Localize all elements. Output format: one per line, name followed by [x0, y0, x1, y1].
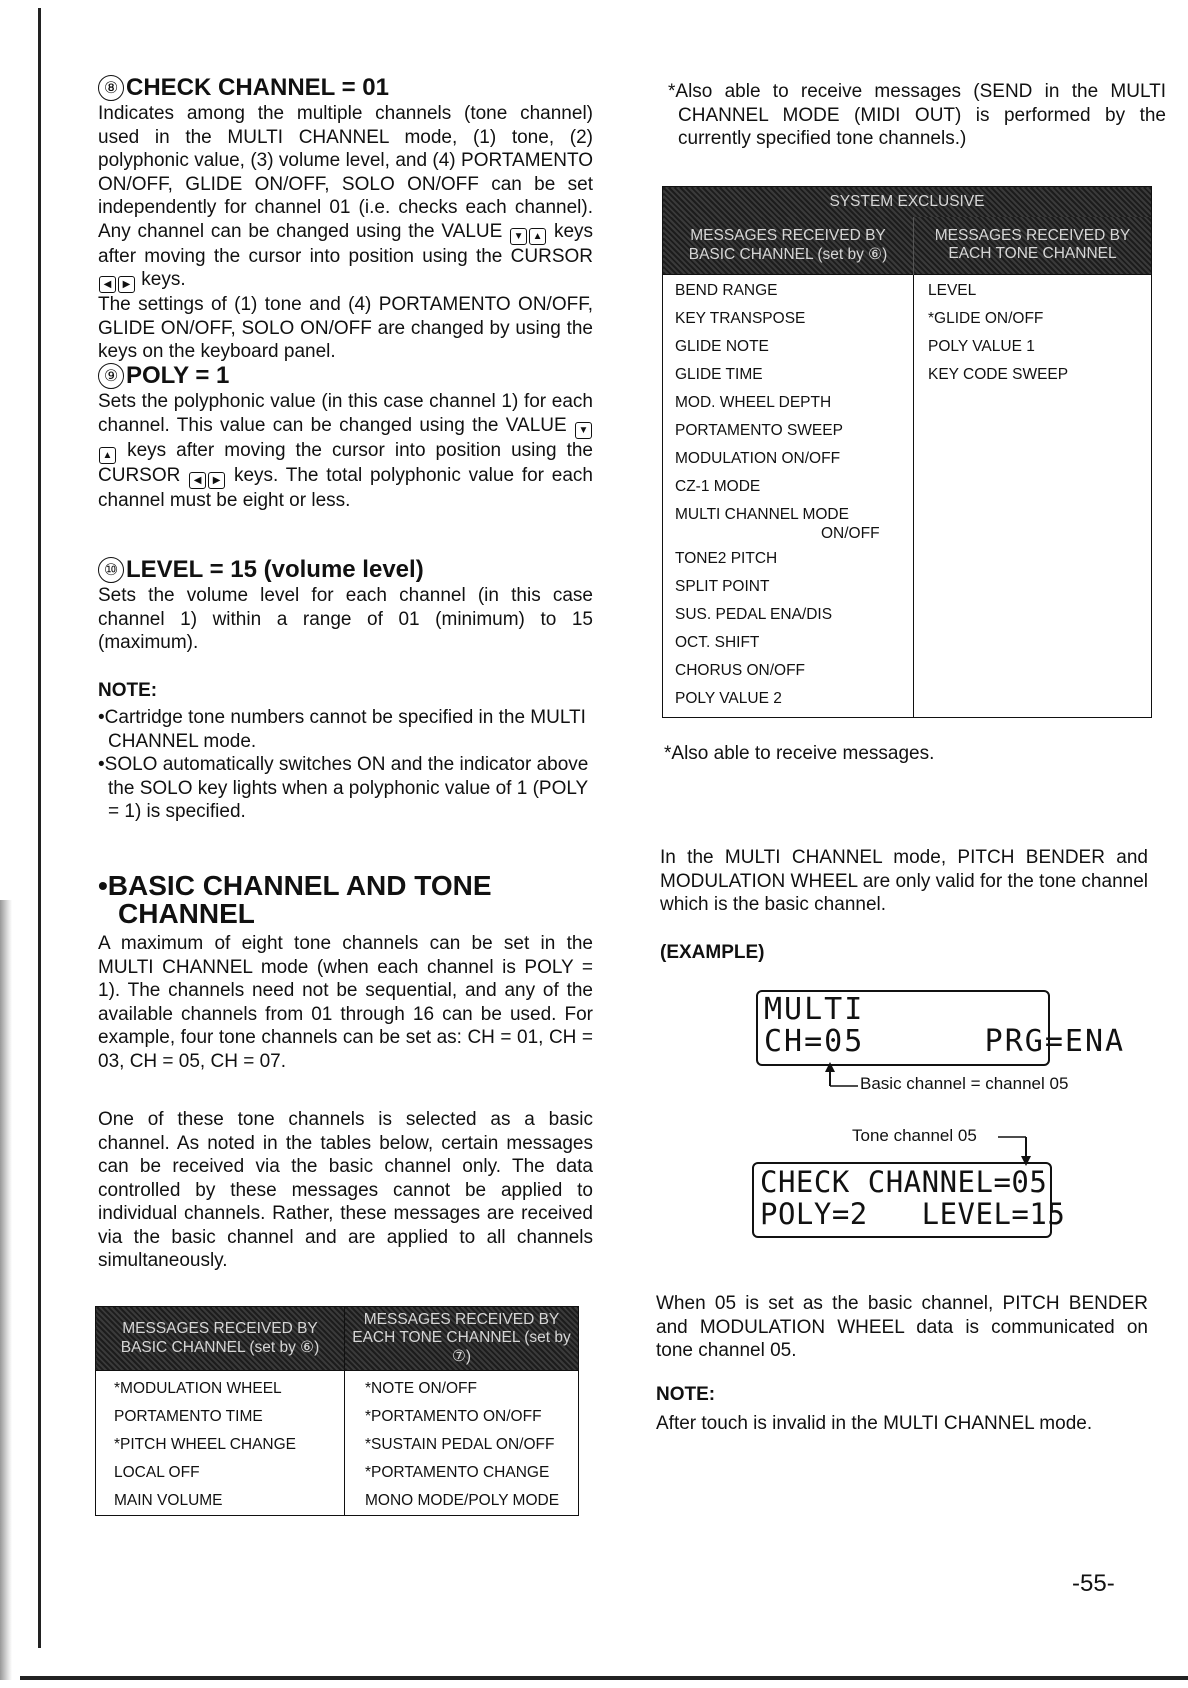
list-item: *NOTE ON/OFF	[365, 1380, 477, 1397]
lcd-row: POLY=2 LEVEL=15	[760, 1197, 1066, 1231]
list-item: CZ-1 MODE	[675, 478, 761, 495]
list-item: *MODULATION WHEEL	[114, 1380, 282, 1397]
top-note: *Also able to receive messages (SEND in the MULTI CHANNEL MODE (MIDI OUT) is performed by the currently specified tone channels.)	[668, 81, 1166, 149]
example-label: (EXAMPLE)	[660, 942, 765, 963]
list-item: SPLIT POINT	[675, 578, 770, 595]
cursor-left-key-icon: ◀	[99, 276, 116, 293]
value-up-key-icon: ▲	[99, 447, 116, 464]
list-item: *PORTAMENTO ON/OFF	[365, 1408, 542, 1425]
cursor-left-key-icon: ◀	[189, 472, 206, 489]
list-item: MULTI CHANNEL MODE	[675, 506, 849, 523]
list-item: LOCAL OFF	[114, 1464, 200, 1481]
list-item: PORTAMENTO SWEEP	[675, 422, 843, 439]
list-item: *PITCH WHEEL CHANGE	[114, 1436, 297, 1453]
basic-channel-arrow	[820, 1060, 860, 1092]
list-item: TONE2 PITCH	[675, 550, 778, 567]
basic-channel-result-paragraph: When 05 is set as the basic channel, PITCH BENDER and MODULATION WHEEL data is communicated on tone channel 05.	[656, 1293, 1148, 1361]
basic-channel-section	[98, 872, 593, 928]
check-channel-paragraph: Indicates among the multiple channels (tone channel) used in the MULTI CHANNEL mode, (1) tone, (2) polyphonic value, (3) volume level, and (4) PORTAMENTO ON/OFF, GLIDE ON/OFF, SOLO ON/OFF can be set independently for channel 01 (i.e. checks each channel). Any channel can be changed using the VALUE ▼ ▲ keys after moving the cursor into position using the CURSOR ◀ ▶ keys.	[98, 102, 593, 293]
list-item: MAIN VOLUME	[114, 1492, 223, 1509]
cursor-right-key-icon: ▶	[118, 276, 135, 293]
cursor-right-key-icon: ▶	[208, 472, 225, 489]
list-item: POLY VALUE 2	[675, 690, 782, 707]
level-section	[98, 556, 593, 655]
value-down-key-icon: ▼	[510, 228, 527, 245]
sysex-basic-messages	[663, 275, 914, 718]
lcd-row: CHECK CHANNEL=05	[760, 1165, 1048, 1199]
list-item: SUS. PEDAL ENA/DIS	[675, 606, 833, 623]
sysex-header-tone: MESSAGES RECEIVED BY EACH TONE CHANNEL	[914, 217, 1152, 275]
basic-channel-messages	[96, 1371, 345, 1516]
item-number-badge: ⑨	[98, 363, 124, 389]
list-item: LEVEL	[928, 282, 977, 299]
basic-channel-paragraph-2: One of these tone channels is selected as a basic channel. As noted in the tables below, certain messages can be received via the basic channel only. The data controlled by these messages cannot be applied to individual channels. Rather, these messages are received via the basic channel and are applied to all channels simultaneously.	[98, 1109, 593, 1271]
list-item: OCT. SHIFT	[675, 634, 760, 651]
value-up-key-icon: ▲	[529, 228, 546, 245]
bottom-rule	[20, 1676, 1188, 1680]
right-note-text: After touch is invalid in the MULTI CHANNEL mode.	[656, 1413, 1093, 1434]
list-item: CHORUS ON/OFF	[675, 662, 806, 679]
scan-shadow	[0, 900, 12, 1680]
list-item: MONO MODE/POLY MODE	[365, 1492, 560, 1509]
list-item: POLY VALUE 1	[928, 338, 1035, 355]
right-note-heading: NOTE:	[656, 1384, 716, 1405]
system-exclusive-table	[662, 186, 1152, 718]
list-item: *GLIDE ON/OFF	[928, 310, 1044, 327]
lcd-row: CH=05 PRG=ENA	[764, 1024, 1126, 1059]
list-item: GLIDE NOTE	[675, 338, 769, 355]
item-number-badge: ⑧	[98, 75, 124, 101]
item-number-badge: ⑩	[98, 557, 124, 583]
sysex-note: *Also able to receive messages.	[664, 743, 935, 764]
list-item: *SUSTAIN PEDAL ON/OFF	[365, 1436, 555, 1453]
sysex-tone-messages	[914, 275, 1152, 718]
list-item: KEY TRANSPOSE	[675, 310, 806, 327]
binding-edge	[38, 8, 41, 1648]
poly-section	[98, 362, 593, 512]
value-down-key-icon: ▼	[575, 422, 592, 439]
level-heading: ⑩ LEVEL = 15 (volume level)	[98, 556, 593, 584]
basic-channel-paragraph-1: A maximum of eight tone channels can be set in the MULTI CHANNEL mode (when each channel is POLY = 1). The channels need not be sequential, and any of the available channels from 01 through 16 can be used. For example, four tone channels can be set as: CH = 01, CH = 03, CH = 05, CH = 07.	[98, 933, 593, 1072]
table-header-basic: MESSAGES RECEIVED BY BASIC CHANNEL (set by ⑥)	[96, 1307, 345, 1371]
list-item: GLIDE TIME	[675, 366, 763, 383]
check-channel-heading: ⑧ CHECK CHANNEL = 01	[98, 74, 593, 102]
poly-paragraph: Sets the polyphonic value (in this case channel 1) for each channel. This value can be changed using the VALUE ▼▲ keys after moving the cursor into position using the CURSOR ◀ ▶ keys. The total polyphonic value for each channel must be eight or less.	[98, 391, 593, 511]
list-item: PORTAMENTO TIME	[114, 1408, 263, 1425]
note-section	[98, 680, 593, 824]
tone-channel-messages	[345, 1371, 579, 1516]
check-channel-section	[98, 74, 593, 364]
lcd-display-check-channel	[752, 1162, 1066, 1238]
level-paragraph: Sets the volume level for each channel (in this case channel 1) within a range of 01 (minimum) to 15 (maximum).	[98, 585, 593, 653]
pitch-bender-paragraph: In the MULTI CHANNEL mode, PITCH BENDER and MODULATION WHEEL are only valid for the tone channel which is the basic channel.	[660, 847, 1148, 915]
basic-channel-heading: •BASIC CHANNEL AND TONE CHANNEL	[98, 870, 492, 929]
list-item: MOD. WHEEL DEPTH	[675, 394, 832, 411]
lcd-row: MULTI	[764, 992, 865, 1027]
list-item: BEND RANGE	[675, 282, 778, 299]
sysex-header-basic: MESSAGES RECEIVED BY BASIC CHANNEL (set by ⑥)	[663, 217, 914, 275]
list-item-suffix: ON/OFF	[821, 525, 880, 542]
page-number: -55-	[1072, 1570, 1115, 1597]
sysex-title: SYSTEM EXCLUSIVE	[663, 187, 1152, 217]
tone-channel-caption: Tone channel 05	[852, 1126, 977, 1145]
list-item: *PORTAMENTO CHANGE	[365, 1464, 550, 1481]
note-heading: NOTE:	[98, 680, 158, 701]
list-item: KEY CODE SWEEP	[928, 366, 1069, 383]
lcd-display-multi	[756, 990, 1126, 1066]
note-bullet: •SOLO automatically switches ON and the indicator above the SOLO key lights when a polyphonic value of 1 (POLY = 1) is specified.	[98, 754, 589, 822]
check-channel-paragraph-2: The settings of (1) tone and (4) PORTAMENTO ON/OFF, GLIDE ON/OFF, SOLO ON/OFF are changed by using the keys on the keyboard panel.	[98, 294, 593, 362]
list-item: MODULATION ON/OFF	[675, 450, 841, 467]
note-bullet: •Cartridge tone numbers cannot be specified in the MULTI CHANNEL mode.	[98, 707, 586, 752]
basic-vs-tone-table	[95, 1306, 579, 1516]
poly-heading: ⑨ POLY = 1	[98, 362, 593, 390]
basic-channel-caption: Basic channel = channel 05	[860, 1074, 1069, 1093]
table-header-tone: MESSAGES RECEIVED BY EACH TONE CHANNEL (set by ⑦)	[345, 1307, 579, 1371]
